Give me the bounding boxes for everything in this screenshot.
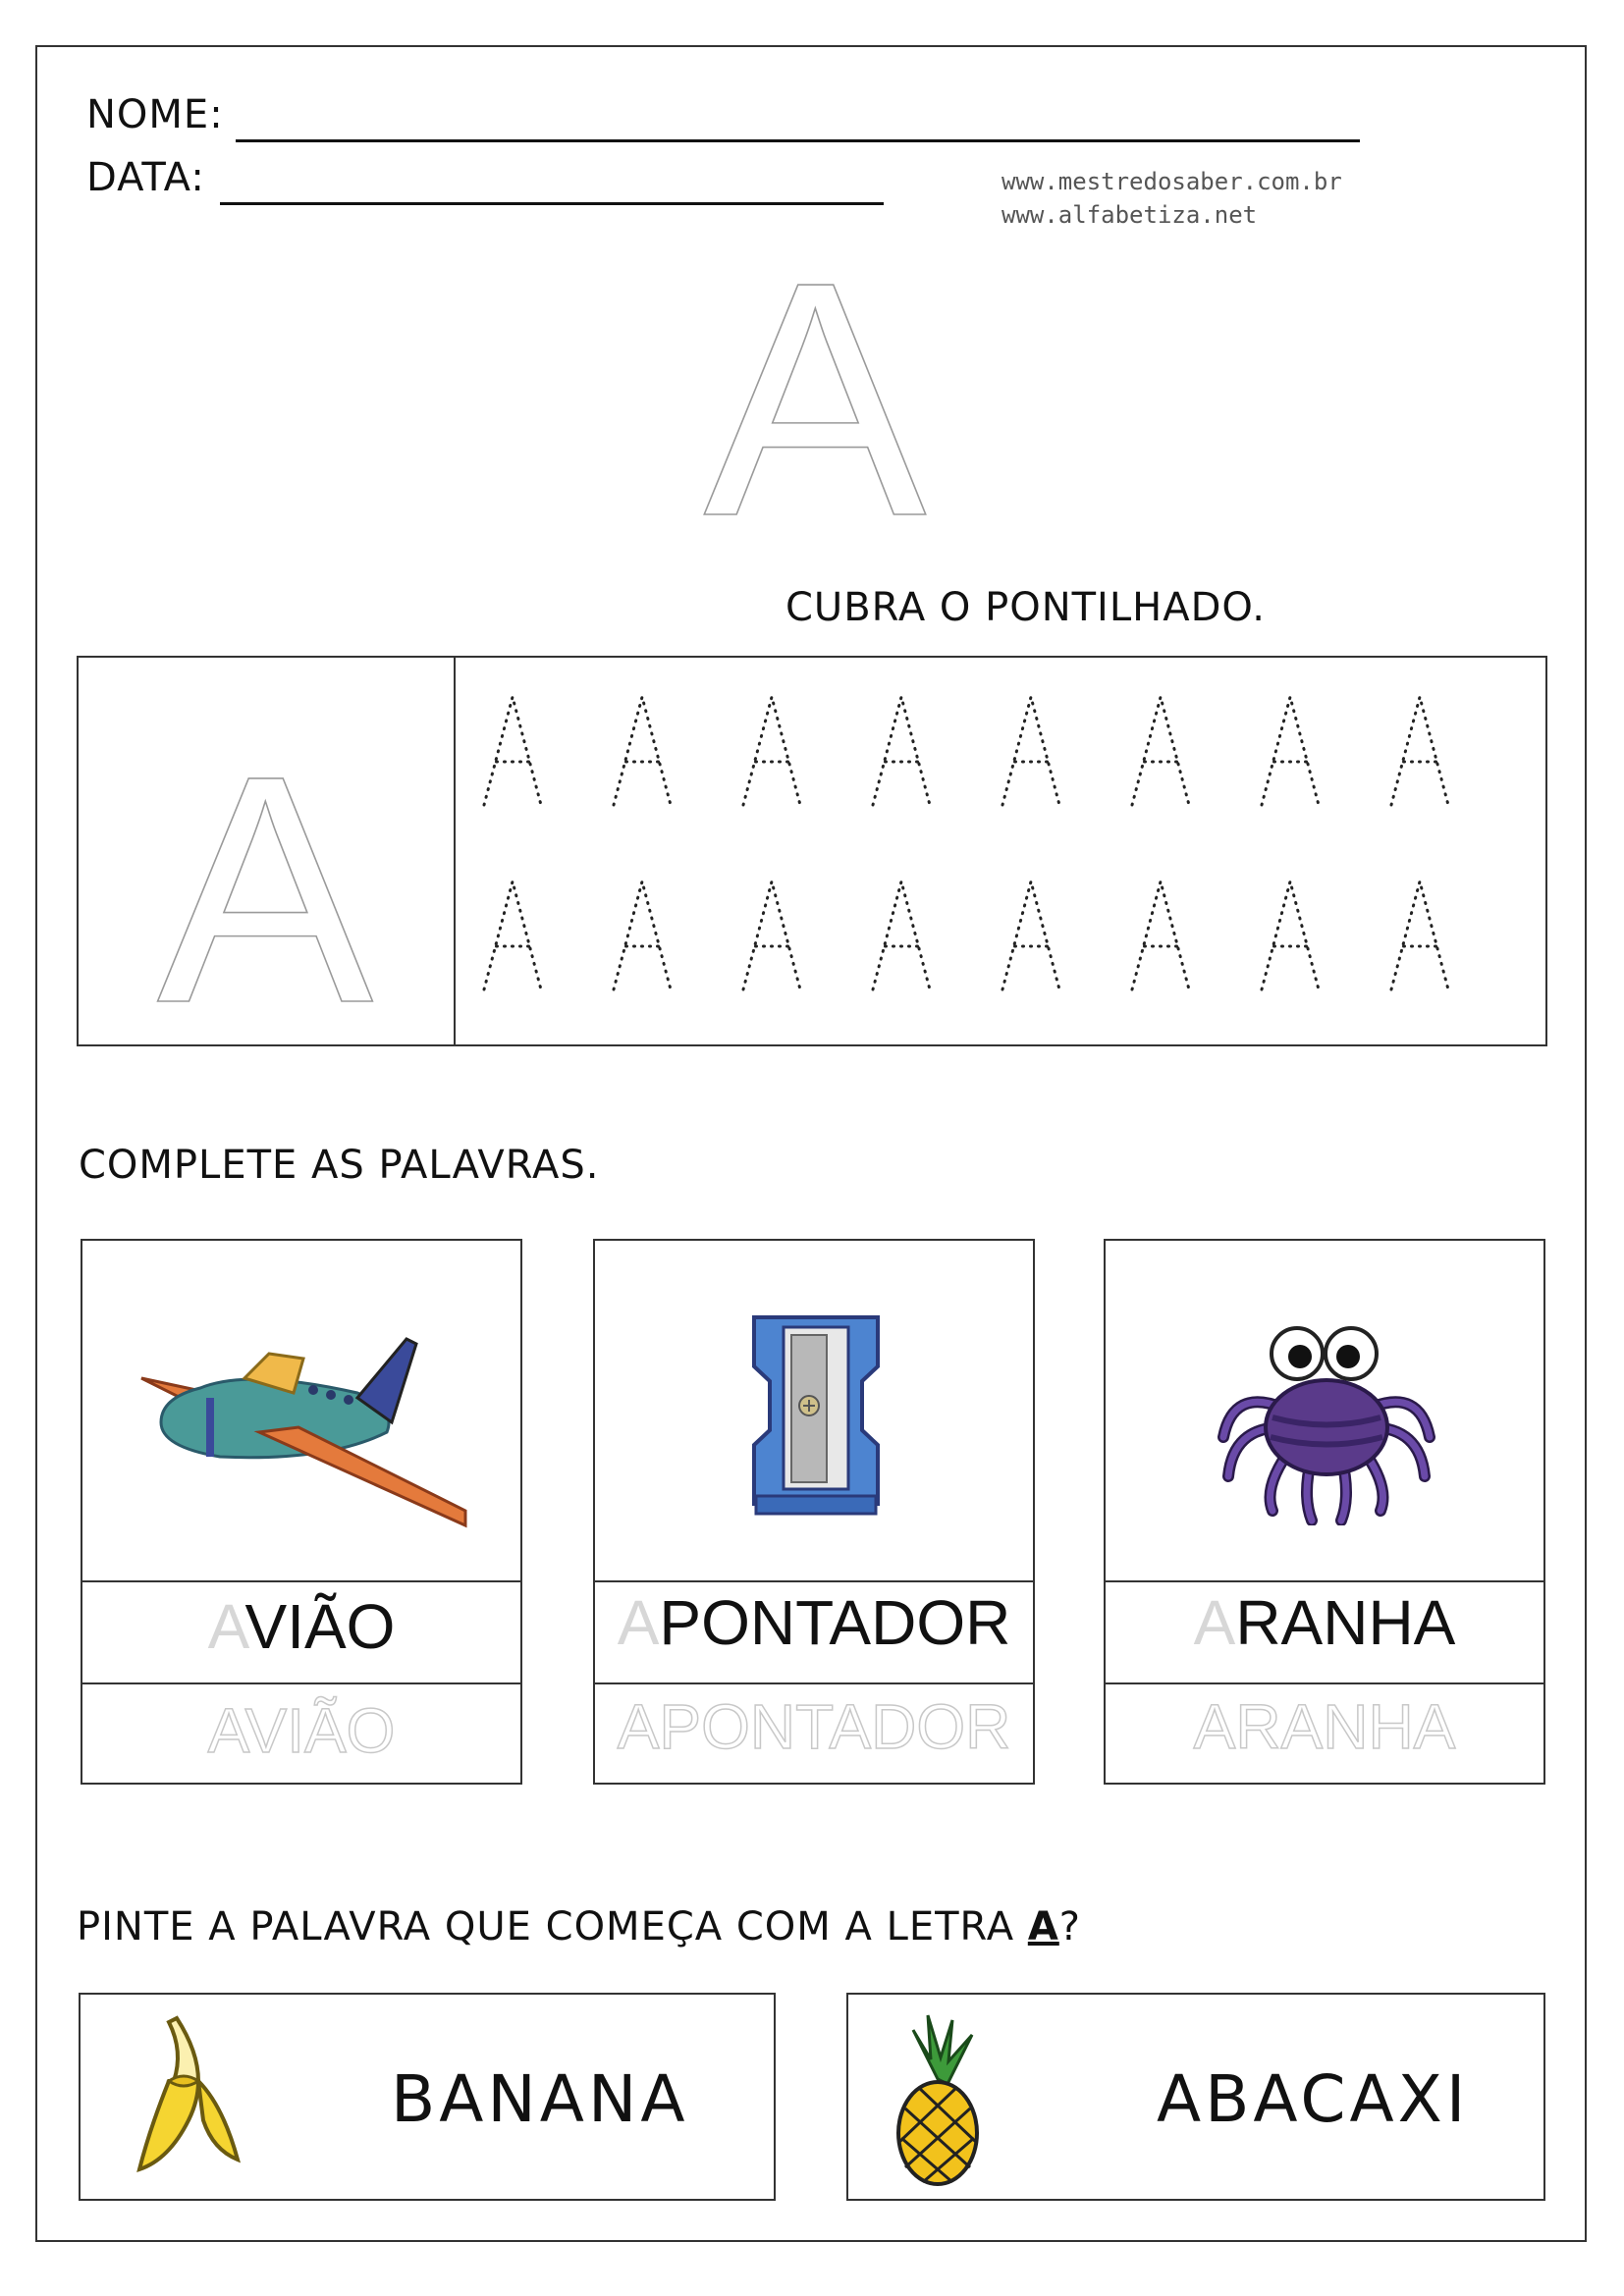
dotted-letter (743, 697, 800, 805)
word-to-complete (595, 1586, 1033, 1659)
card-divider (82, 1580, 520, 1582)
word-to-complete (1106, 1586, 1543, 1659)
dotted-letter (1002, 881, 1059, 989)
date-label: DATA: (86, 155, 205, 200)
pineapple-icon (884, 2010, 992, 2187)
spider-icon (1204, 1300, 1449, 1525)
dotted-letters (456, 658, 1545, 1044)
option-abacaxi[interactable] (846, 1993, 1545, 2201)
missing-letter: A (207, 1591, 245, 1662)
trace-instruction: CUBRA O PONTILHADO. (785, 585, 1266, 630)
word-trace: ARANHA (1193, 1691, 1456, 1762)
svg-text:A: A (156, 708, 374, 1021)
card-divider (82, 1682, 520, 1684)
option-word: BANANA (391, 2061, 689, 2137)
dotted-letter (1262, 697, 1319, 805)
dotted-letter (614, 881, 671, 989)
card-divider (595, 1580, 1033, 1582)
banana-icon (130, 2012, 247, 2184)
name-field[interactable] (236, 102, 1360, 142)
word-rest: VIÃO (244, 1591, 396, 1662)
instruction-letter: A (1027, 1904, 1059, 1949)
option-banana[interactable] (79, 1993, 776, 2201)
dotted-letter (614, 697, 671, 805)
word-card-2 (593, 1239, 1035, 1785)
word-card-1 (81, 1239, 522, 1785)
color-instruction (77, 1904, 1081, 1949)
name-label: NOME: (86, 92, 224, 137)
card-divider (595, 1682, 1033, 1684)
card-divider (1106, 1682, 1543, 1684)
missing-letter: A (617, 1587, 660, 1658)
date-field[interactable] (220, 165, 884, 205)
dotted-letter (1262, 881, 1319, 989)
word-rest: RANHA (1235, 1587, 1456, 1658)
dotted-letter (1391, 697, 1448, 805)
website-2: www.alfabetiza.net (1001, 201, 1258, 229)
website-1: www.mestredosaber.com.br (1001, 168, 1342, 195)
instruction-question-mark: ? (1058, 1904, 1082, 1949)
airplane-icon (132, 1300, 475, 1535)
word-trace: APONTADOR (617, 1691, 1011, 1762)
card-divider (1106, 1580, 1543, 1582)
word-card-3 (1104, 1239, 1545, 1785)
dotted-letter (1002, 697, 1059, 805)
dotted-letter (743, 881, 800, 989)
dotted-letter (1391, 881, 1448, 989)
dotted-letter (484, 697, 541, 805)
dotted-letter (1132, 697, 1189, 805)
trace-box (77, 656, 1547, 1046)
instruction-text: PINTE A PALAVRA QUE COMEÇA COM A LETRA (77, 1904, 1028, 1949)
svg-text:A: A (703, 263, 927, 528)
dotted-letter (873, 697, 930, 805)
option-word: ABACAXI (1157, 2061, 1470, 2137)
dotted-letter (1132, 881, 1189, 989)
outlined-letter-a-large (687, 263, 943, 528)
model-letter (88, 687, 442, 1021)
word-to-complete (82, 1590, 520, 1663)
word-trace: AVIÃO (207, 1695, 396, 1766)
dotted-letter (484, 881, 541, 989)
sharpener-icon (742, 1308, 890, 1523)
complete-instruction: COMPLETE AS PALAVRAS. (79, 1143, 600, 1188)
missing-letter: A (1193, 1587, 1236, 1658)
dotted-letter (873, 881, 930, 989)
word-rest: PONTADOR (659, 1587, 1011, 1658)
